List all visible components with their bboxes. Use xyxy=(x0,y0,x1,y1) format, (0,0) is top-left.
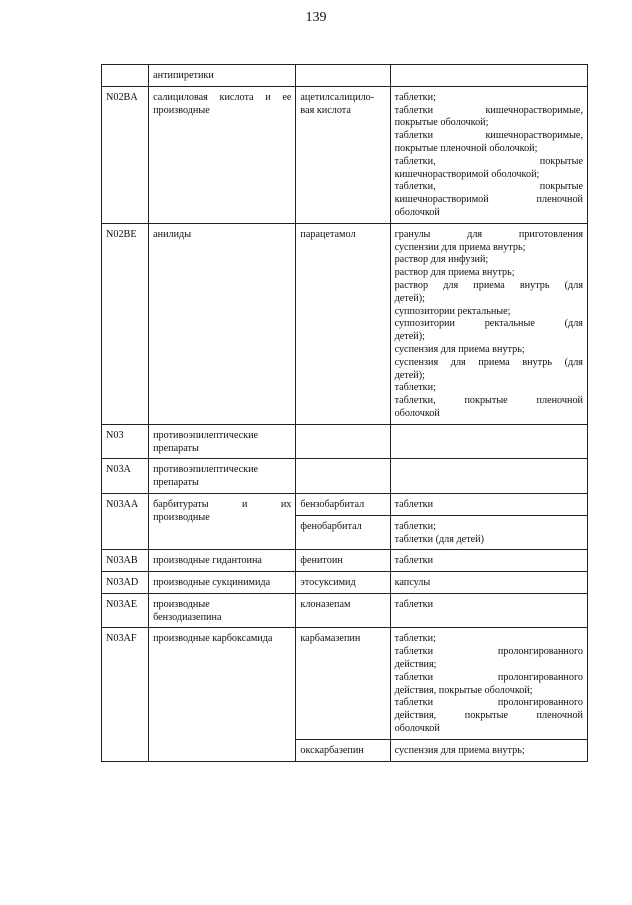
drug-name-line: фенобарбитал xyxy=(300,520,362,532)
drug-name-cell xyxy=(296,739,390,761)
dosage-form-line: действия, покрытые пленочной xyxy=(394,710,583,722)
dosage-form-line: суппозитории ректальные (для xyxy=(394,318,583,330)
group-name-line: производные карбоксамида xyxy=(153,633,273,645)
dosage-form-line: детей); xyxy=(394,369,425,381)
dosage-form-line: таблетки (для детей) xyxy=(394,533,485,545)
dosage-form-line: таблетки; xyxy=(394,520,436,532)
drug-name-cell xyxy=(296,550,390,572)
dosage-form-line: кишечнорастворимой пленочной xyxy=(394,194,583,206)
group-name-cell xyxy=(149,550,296,572)
dosage-form-line: таблетки; xyxy=(394,382,436,394)
group-name-cell xyxy=(149,593,296,628)
group-name-cell xyxy=(149,459,296,494)
drug-name-line: бензобарбитал xyxy=(300,498,365,510)
group-name-line: противоэпилептические xyxy=(153,464,259,476)
atc-code-cell: N03 xyxy=(102,424,149,459)
dosage-form-line: раствор для приема внутрь (для xyxy=(394,279,583,291)
table-row xyxy=(102,86,588,223)
group-name-line: производные сукцинимида xyxy=(153,577,271,589)
group-name-line: салициловая кислота и ее xyxy=(153,91,292,103)
table-row xyxy=(102,424,588,459)
atc-code-cell: N03AD xyxy=(102,572,149,594)
group-name-line: барбитураты и их xyxy=(153,498,292,510)
group-name-cell xyxy=(149,628,296,761)
dosage-form-line: оболочкой xyxy=(394,407,440,419)
dosage-form-line: оболочкой xyxy=(394,206,440,218)
dosage-form-line: таблетки кишечнорастворимые, xyxy=(394,130,583,142)
dosage-forms-cell xyxy=(390,515,587,550)
dosage-form-line: покрытые пленочной оболочкой; xyxy=(394,142,538,154)
group-name-cell xyxy=(149,493,296,549)
dosage-form-line: покрытые оболочкой; xyxy=(394,117,489,129)
group-name-line: производные xyxy=(153,511,210,523)
dosage-form-line: суспензия для приема внутрь; xyxy=(394,343,525,355)
dosage-form-line: таблетки, покрытые пленочной xyxy=(394,395,583,407)
dosage-form-line: таблетки кишечнорастворимые, xyxy=(394,104,583,116)
atc-code-cell: N02BE xyxy=(102,223,149,424)
drug-name-line: этосуксимид xyxy=(300,577,356,589)
dosage-forms-cell xyxy=(390,65,587,87)
dosage-form-line: таблетки xyxy=(394,555,434,567)
dosage-form-line: суспензия для приема внутрь (для xyxy=(394,356,583,368)
drug-name-cell xyxy=(296,424,390,459)
table-row xyxy=(102,459,588,494)
table-row xyxy=(102,65,588,87)
dosage-forms-cell xyxy=(390,86,587,223)
dosage-form-line xyxy=(395,430,583,443)
table-row xyxy=(102,223,588,424)
drug-name-line: фенитоин xyxy=(300,555,343,567)
dosage-forms-cell xyxy=(390,424,587,459)
group-name-cell xyxy=(149,572,296,594)
dosage-form-line: таблетки; xyxy=(394,633,436,645)
dosage-form-line: действия; xyxy=(394,659,437,671)
drug-name-cell xyxy=(296,86,390,223)
drug-name-line: ацетилсалицило- xyxy=(300,91,375,103)
group-name-cell xyxy=(149,86,296,223)
group-name-cell xyxy=(149,424,296,459)
atc-code-cell: N03A xyxy=(102,459,149,494)
dosage-form-line: суспензия для приема внутрь; xyxy=(394,744,525,756)
drug-name-cell xyxy=(296,459,390,494)
dosage-form-line: капсулы xyxy=(394,577,431,589)
group-name-cell xyxy=(149,65,296,87)
dosage-forms-cell xyxy=(390,493,587,515)
dosage-form-line: детей); xyxy=(394,331,425,343)
dosage-form-line xyxy=(395,70,583,83)
drug-name-cell xyxy=(296,593,390,628)
table-row xyxy=(102,550,588,572)
drug-name-cell xyxy=(296,572,390,594)
drug-name-cell xyxy=(296,223,390,424)
dosage-form-line: оболочкой xyxy=(394,723,440,735)
group-name-line: производные xyxy=(153,104,210,116)
drug-name-line: клоназепам xyxy=(300,598,351,610)
dosage-forms-cell xyxy=(390,572,587,594)
group-name-line: производные гидантоина xyxy=(153,555,262,567)
dosage-form-line: раствор для приема внутрь; xyxy=(394,267,515,279)
group-name-line: бензодиазепина xyxy=(153,611,222,623)
drug-name-line xyxy=(300,464,385,477)
dosage-form-line: действия, покрытые оболочкой; xyxy=(394,684,533,696)
drug-table xyxy=(101,64,588,762)
dosage-form-line: детей); xyxy=(394,292,425,304)
drug-name-cell xyxy=(296,515,390,550)
atc-code-cell: N02BA xyxy=(102,86,149,223)
drug-name-line xyxy=(300,430,385,443)
table-row xyxy=(102,572,588,594)
group-name-line: препараты xyxy=(153,442,199,454)
drug-name-line xyxy=(300,70,385,83)
table-row xyxy=(102,593,588,628)
dosage-forms-cell xyxy=(390,550,587,572)
dosage-form-line: таблетки пролонгированного xyxy=(394,671,583,683)
drug-name-cell xyxy=(296,628,390,739)
drug-name-line: парацетамол xyxy=(300,228,356,240)
drug-name-cell xyxy=(296,493,390,515)
dosage-form-line: раствор для инфузий; xyxy=(394,254,489,266)
dosage-forms-cell xyxy=(390,459,587,494)
dosage-form-line: суспензии для приема внутрь; xyxy=(394,241,526,253)
dosage-forms-cell xyxy=(390,628,587,739)
table-row xyxy=(102,493,588,515)
atc-code-cell: N03AA xyxy=(102,493,149,549)
dosage-form-line: таблетки xyxy=(394,498,434,510)
drug-name-line: карбамазепин xyxy=(300,633,361,645)
group-name-line: антипиретики xyxy=(153,70,214,81)
dosage-forms-cell xyxy=(390,739,587,761)
atc-code-cell: N03AB xyxy=(102,550,149,572)
group-name-line: противоэпилептические xyxy=(153,429,259,441)
dosage-form-line: таблетки; xyxy=(394,91,436,103)
group-name-line: анилиды xyxy=(153,228,192,240)
dosage-form-line: кишечнорастворимой оболочкой; xyxy=(394,168,540,180)
page-number: 139 xyxy=(305,10,327,25)
drug-name-line: вая кислота xyxy=(300,104,351,116)
dosage-form-line: таблетки пролонгированного xyxy=(394,646,583,658)
dosage-form-line: таблетки, покрытые xyxy=(394,181,583,193)
dosage-forms-cell xyxy=(390,223,587,424)
table-row xyxy=(102,628,588,739)
dosage-form-line: гранулы для приготовления xyxy=(394,228,583,240)
group-name-line: препараты xyxy=(153,477,199,489)
drug-name-line: окскарбазепин xyxy=(300,744,364,756)
atc-code-cell: N03AE xyxy=(102,593,149,628)
dosage-form-line: таблетки пролонгированного xyxy=(394,697,583,709)
dosage-form-line: таблетки xyxy=(394,598,434,610)
group-name-line: производные xyxy=(153,598,210,610)
atc-code-cell xyxy=(102,65,149,87)
dosage-form-line: суппозитории ректальные; xyxy=(394,305,511,317)
dosage-form-line xyxy=(395,464,583,477)
table-body xyxy=(102,65,588,762)
dosage-forms-cell xyxy=(390,593,587,628)
dosage-form-line: таблетки, покрытые xyxy=(394,155,583,167)
drug-name-cell xyxy=(296,65,390,87)
group-name-cell xyxy=(149,223,296,424)
atc-code-cell: N03AF xyxy=(102,628,149,761)
